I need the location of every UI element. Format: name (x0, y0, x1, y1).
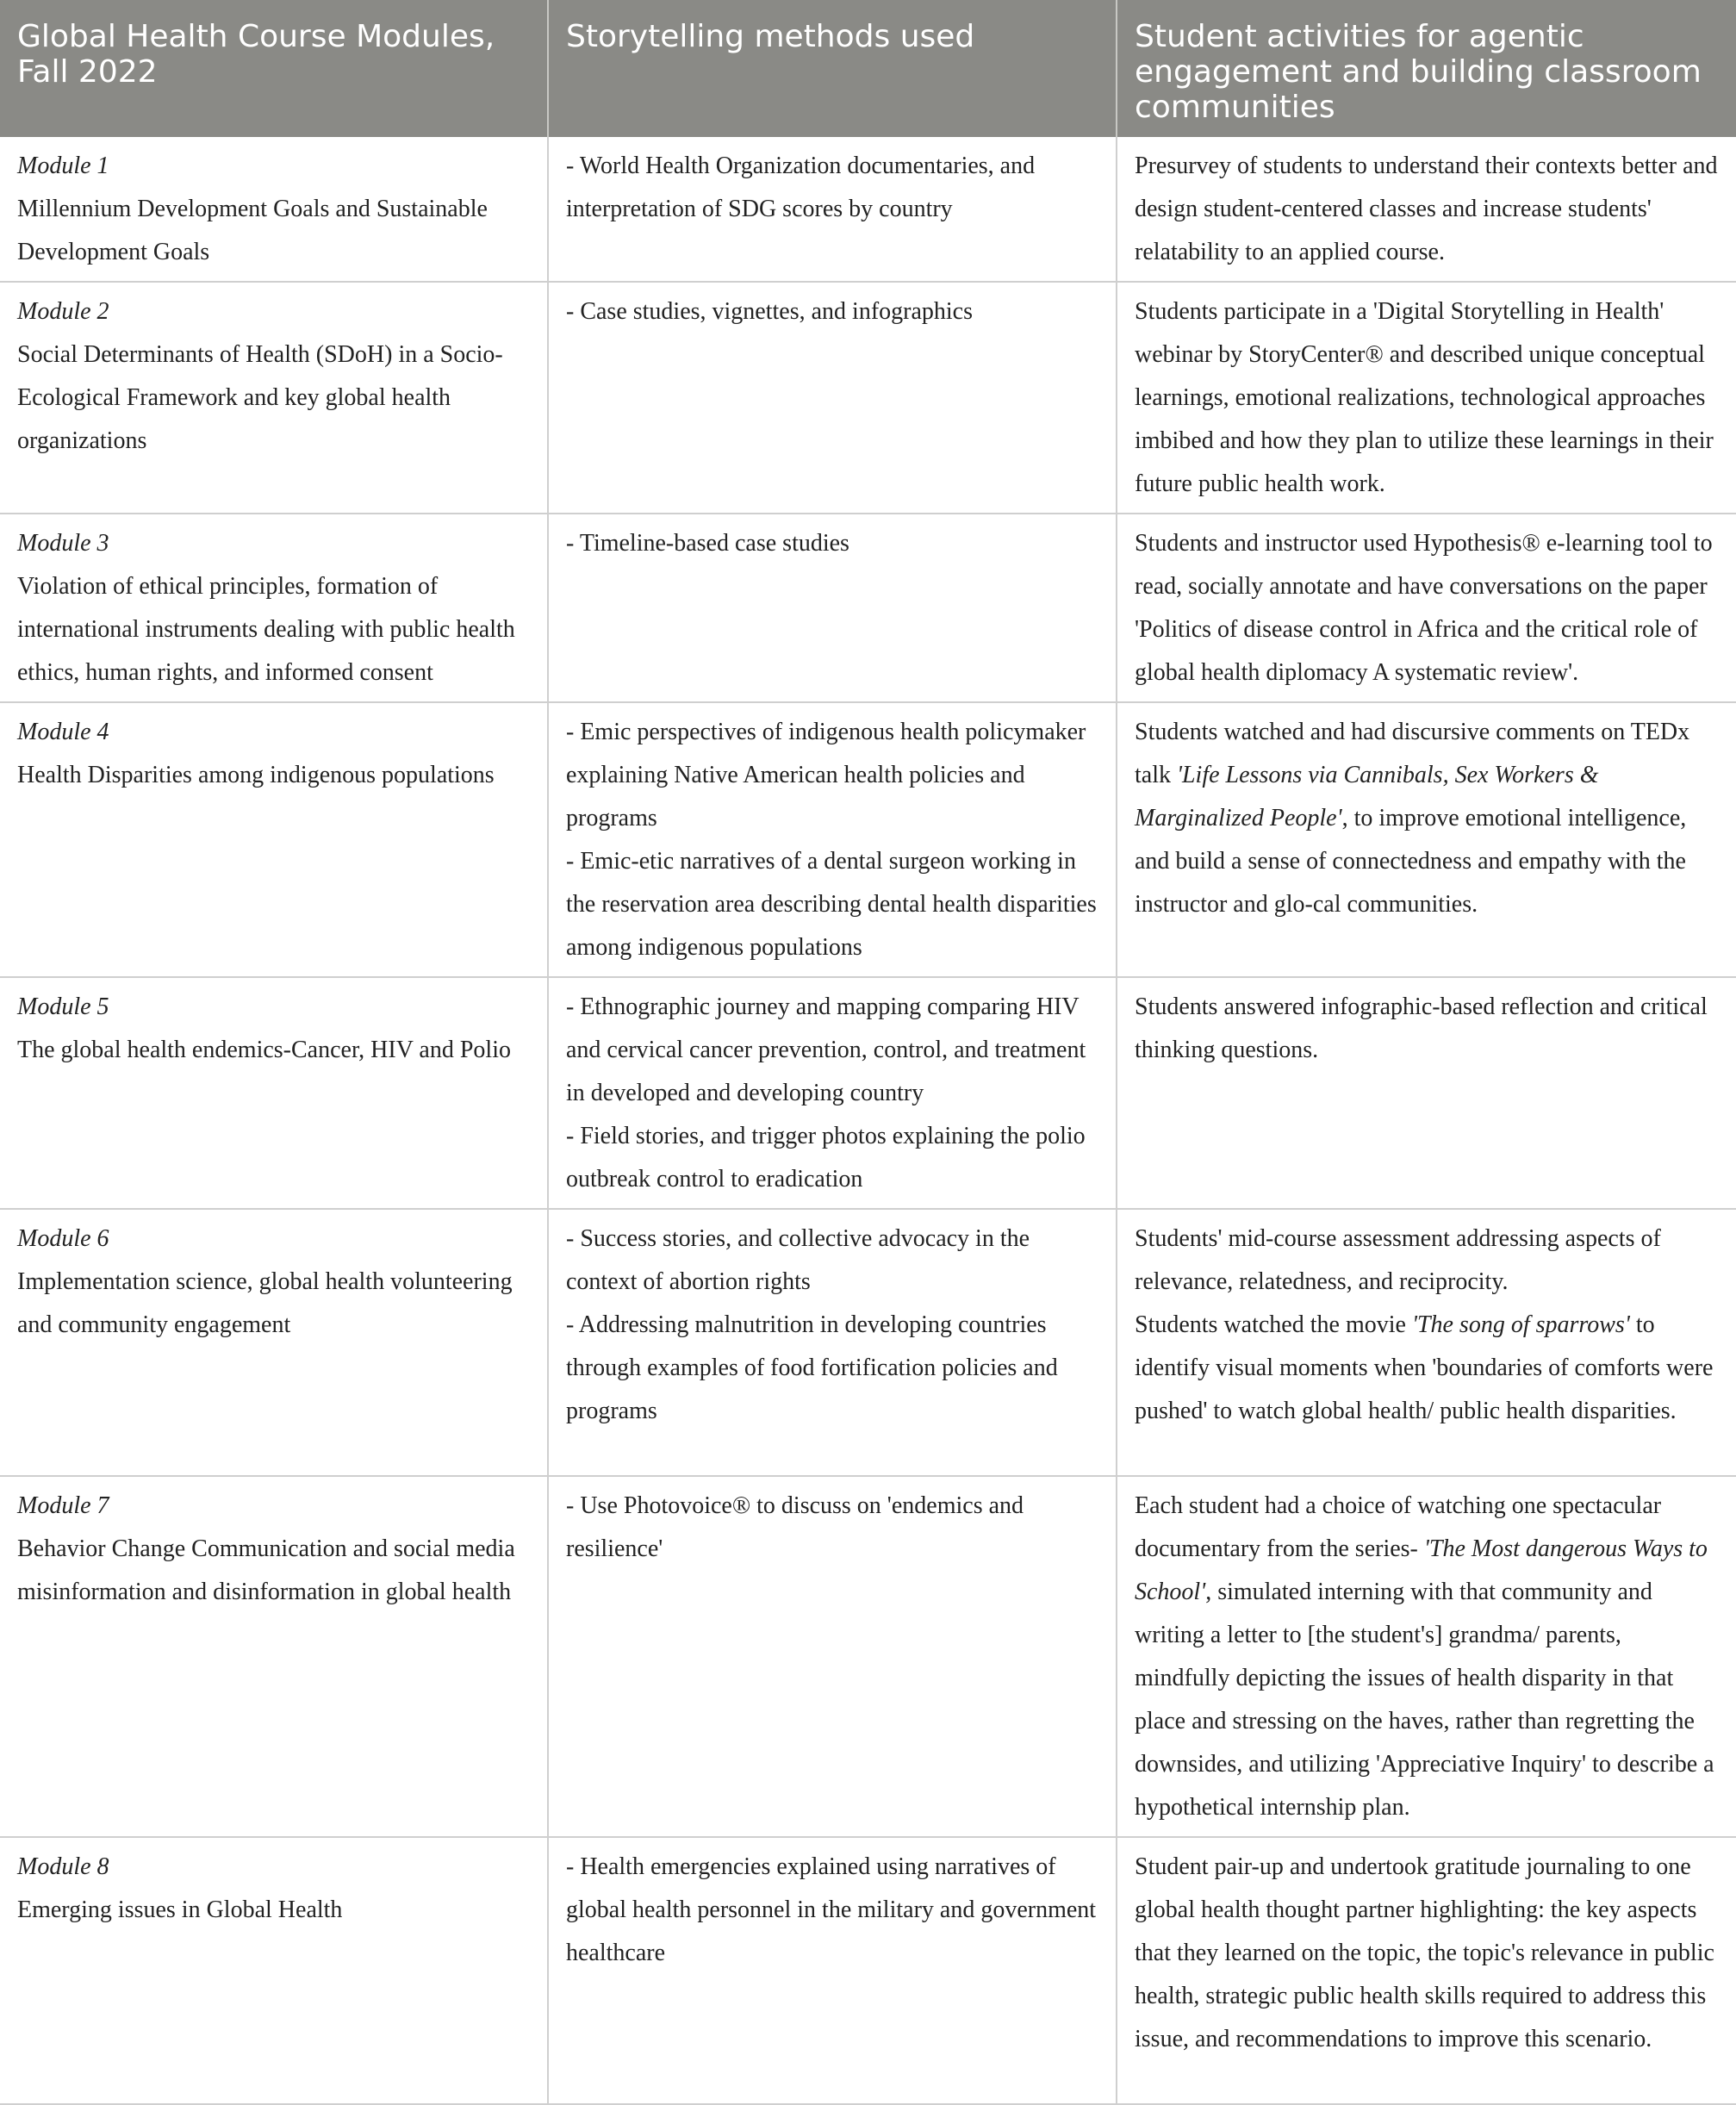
module-cell (0, 977, 548, 1209)
activity-text: Students watched the movie (1135, 1311, 1412, 1338)
module-title: The global health endemics-Cancer, HIV and Polio (17, 1037, 511, 1063)
method-item: - Use Photovoice® to discuss on 'endemics and resilience' (566, 1492, 1024, 1562)
module-label: Module 1 (17, 153, 109, 179)
activity-text: Students' mid-course assessment addressing aspects of relevance, relatedness, and reciprocity. (1135, 1225, 1661, 1295)
method-item: - Field stories, and trigger photos explaining the polio outbreak control to eradication (566, 1123, 1086, 1193)
method-item: - Success stories, and collective advocacy in the context of abortion rights (566, 1225, 1030, 1295)
module-label: Module 4 (17, 719, 109, 745)
activities-cell (1117, 514, 1736, 702)
activity-text: Student pair-up and undertook gratitude journaling to one global health thought partner highlighting: the key aspects that they learned on the topic, the topic's relevance in public health, strategic public health skills required to address this issue, and recommendations to improve this scenario. (1135, 1853, 1714, 2052)
activities-cell (1117, 977, 1736, 1209)
module-label: Module 6 (17, 1225, 109, 1252)
activity-text: , to improve emotional intelligence, and build a sense of connectedness and empathy with the instructor and glo-cal communities. (1135, 805, 1687, 918)
activities-cell (1117, 1476, 1736, 1837)
activity-text: Students watched and had discursive comments on TEDx talk (1135, 719, 1690, 788)
module-title: Social Determinants of Health (SDoH) in a Socio-Ecological Framework and key global health organizations (17, 341, 503, 454)
methods-cell (548, 702, 1117, 977)
module-title: Violation of ethical principles, formation of international instruments dealing with public health ethics, human rights, and informed consent (17, 573, 515, 686)
methods-cell (548, 1209, 1117, 1476)
table-row (0, 977, 1736, 1209)
module-cell (0, 1209, 548, 1476)
module-cell (0, 282, 548, 514)
method-item: - Ethnographic journey and mapping comparing HIV and cervical cancer prevention, control, and treatment in developed and developing country (566, 993, 1086, 1106)
module-cell (0, 137, 548, 282)
header-student-activities: Student activities for agentic engagement and building classroom communities (1117, 0, 1736, 137)
methods-cell (548, 977, 1117, 1209)
table-row (0, 702, 1736, 977)
method-item: - Case studies, vignettes, and infographics (566, 298, 974, 325)
header-row (0, 0, 1736, 137)
module-label: Module 5 (17, 993, 109, 1020)
methods-cell (548, 137, 1117, 282)
methods-cell (548, 514, 1117, 702)
method-item: - Emic perspectives of indigenous health policymaker explaining Native American health policies and programs (566, 719, 1086, 831)
module-title: Millennium Development Goals and Sustainable Development Goals (17, 196, 488, 265)
module-title: Health Disparities among indigenous populations (17, 762, 495, 788)
activity-text: Students answered infographic-based reflection and critical thinking questions. (1135, 993, 1708, 1063)
activity-text: , simulated interning with that community and writing a letter to [the student's] grandma/ parents, mindfully depicting the issues of health disparity in that place and stressing on the haves, rather than regretting the downsides, and utilizing 'Appreciative Inquiry' to describe a hypothetical internship plan. (1135, 1579, 1714, 1821)
table-row (0, 282, 1736, 514)
method-item: - Addressing malnutrition in developing countries through examples of food fortification policies and programs (566, 1311, 1058, 1424)
activity-paragraph (1135, 1304, 1719, 1433)
module-title: Behavior Change Communication and social media misinformation and disinformation in global health (17, 1535, 515, 1605)
activities-cell (1117, 1209, 1736, 1476)
method-item: - World Health Organization documentaries, and interpretation of SDG scores by country (566, 153, 1036, 222)
activity-talk-title: 'Life Lessons via Cannibals, Sex Workers & Marginalized People' (1135, 762, 1599, 831)
module-label: Module 3 (17, 530, 109, 557)
activities-cell (1117, 282, 1736, 514)
header-storytelling-methods: Storytelling methods used (548, 0, 1117, 137)
method-item: - Emic-etic narratives of a dental surgeon working in the reservation area describing dental health disparities among indigenous populations (566, 848, 1097, 961)
activity-text: to identify visual moments when 'boundaries of comforts were pushed' to watch global health/ public health disparities. (1135, 1311, 1714, 1424)
activity-text: Students participate in a 'Digital Storytelling in Health' webinar by StoryCenter® and described unique conceptual learnings, emotional realizations, technological approaches imbibed and how they plan to utilize these learnings in their future public health work. (1135, 298, 1714, 497)
module-cell (0, 1837, 548, 2104)
methods-cell (548, 282, 1117, 514)
activities-cell (1117, 137, 1736, 282)
module-cell (0, 702, 548, 977)
methods-cell (548, 1837, 1117, 2104)
activities-cell (1117, 1837, 1736, 2104)
activity-text: Students and instructor used Hypothesis® e-learning tool to read, socially annotate and have conversations on the paper 'Politics of disease control in Africa and the critical role of global health diplomacy A systematic review'. (1135, 530, 1713, 686)
activity-text: Each student had a choice of watching one spectacular documentary from the series- (1135, 1492, 1662, 1562)
table-row (0, 137, 1736, 282)
activity-text: Presurvey of students to understand their contexts better and design student-centered classes and increase students' relatability to an applied course. (1135, 153, 1718, 265)
module-label: Module 2 (17, 298, 109, 325)
table-row (0, 514, 1736, 702)
table-row (0, 1209, 1736, 1476)
activity-movie-title: 'The song of sparrows' (1411, 1311, 1630, 1338)
methods-cell (548, 1476, 1117, 1837)
module-title: Implementation science, global health volunteering and community engagement (17, 1268, 513, 1338)
module-title: Emerging issues in Global Health (17, 1896, 343, 1923)
table-row (0, 1476, 1736, 1837)
activity-series-title: 'The Most dangerous Ways to School' (1135, 1535, 1708, 1605)
table-row (0, 1837, 1736, 2104)
method-item: - Health emergencies explained using narratives of global health personnel in the military and government healthcare (566, 1853, 1097, 1966)
activities-cell (1117, 702, 1736, 977)
module-label: Module 7 (17, 1492, 109, 1519)
header-modules: Global Health Course Modules, Fall 2022 (0, 0, 548, 137)
method-item: - Timeline-based case studies (566, 530, 849, 557)
module-label: Module 8 (17, 1853, 109, 1880)
module-cell (0, 1476, 548, 1837)
module-cell (0, 514, 548, 702)
